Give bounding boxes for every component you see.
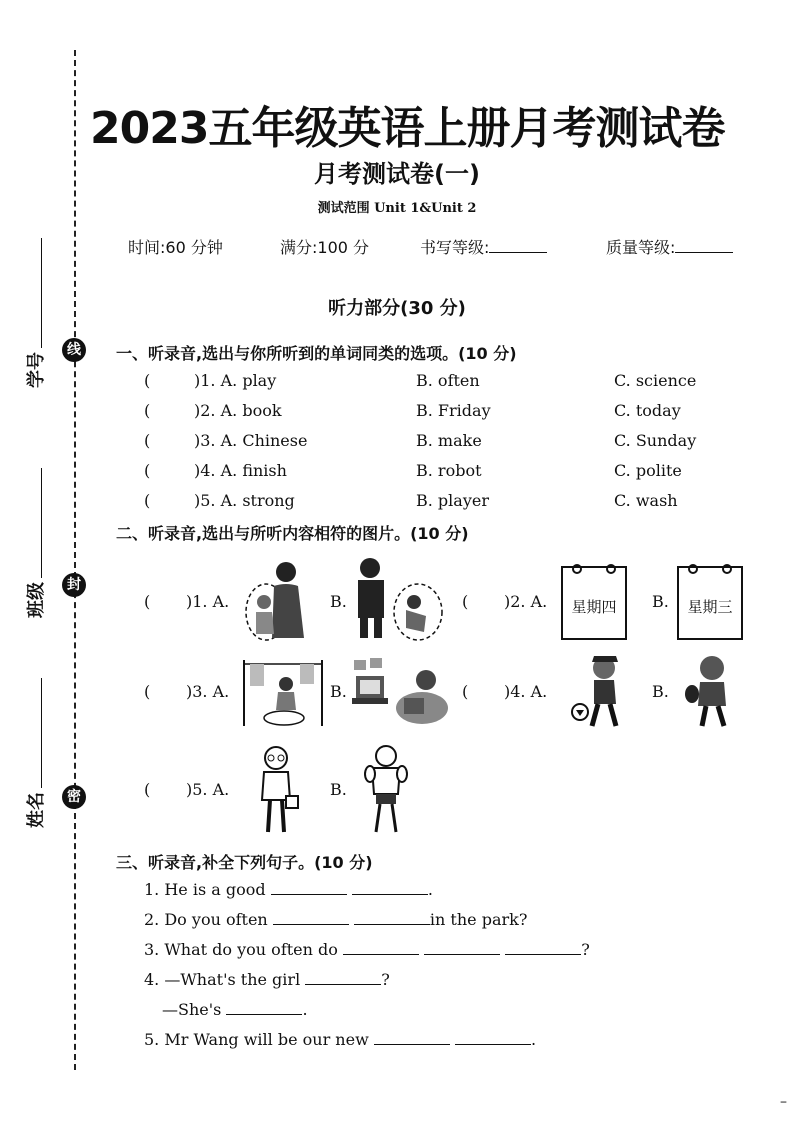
student-number-label: 学号 [26,352,47,388]
section2-title: 二、听录音,选出与所听内容相符的图片。(10 分) [116,524,469,543]
s1-q3-option-b: B. make [416,431,482,450]
s1-q4-option-a: )4. A. finish [194,461,287,480]
listening-part-title: 听力部分(30 分) [328,298,466,319]
answer-blank[interactable] [305,970,381,985]
s2-q5-label[interactable] [144,780,229,799]
mother-and-girl-picture[interactable] [244,556,314,642]
seal-secret-mark: 密 [62,785,86,809]
s1-q2-option-c: C. today [614,401,681,420]
s3-sentence-4-answer [162,1000,308,1019]
s1-q1-a[interactable] [144,371,276,390]
page-subtitle: 月考测试卷(一) [314,160,480,188]
s1-q4-option-c: C. polite [614,461,682,480]
s1-q2-a[interactable] [144,401,282,420]
answer-blank[interactable] [343,940,419,955]
page-corner-mark: – [780,1094,787,1110]
answer-paren[interactable]: ( [462,682,469,701]
s1-q4-option-b: B. robot [416,461,482,480]
answer-paren[interactable]: ( [144,592,151,611]
boy-watching-tv-picture[interactable] [352,656,452,728]
answer-paren[interactable]: ( [144,431,151,450]
s3-sentence-2-text: 2. Do you often [144,910,268,929]
answer-paren[interactable]: ( [462,592,469,611]
s3-sentence-4 [144,970,390,989]
answer-blank[interactable] [374,1030,450,1045]
s3-sentence-4b-end: . [302,1000,308,1019]
s3-sentence-4-text: 4. —What's the girl [144,970,301,989]
man-with-glasses-picture[interactable] [250,744,304,836]
boy-playing-ping-pong-picture[interactable] [684,652,736,730]
answer-paren[interactable]: ( [144,780,151,799]
s2-q2-option-b-label: B. [652,592,669,611]
seal-seal-mark: 封 [62,573,86,597]
quality-grade-blank[interactable] [675,252,733,253]
s2-q2-label[interactable] [462,592,547,611]
s1-q5-option-b: B. player [416,491,489,510]
s3-sentence-5-end: . [530,1030,537,1049]
s3-sentence-5 [144,1030,536,1049]
s3-sentence-1 [144,880,433,899]
answer-blank[interactable] [352,880,428,895]
s2-q4-label[interactable] [462,682,547,701]
answer-blank[interactable] [273,910,349,925]
calendar-wednesday-text: 星期三 [687,598,733,616]
answer-paren[interactable]: ( [144,461,151,480]
quality-grade-label: 质量等级: [606,238,676,257]
s1-q5-a[interactable] [144,491,295,510]
s1-q2-option-b: B. Friday [416,401,491,420]
test-range: 测试范围 Unit 1&Unit 2 [317,201,477,216]
s1-q5-option-a: )5. A. strong [194,491,295,510]
s2-q1-option-a-label: )1. A. [186,592,230,611]
answer-blank[interactable] [354,910,430,925]
s3-sentence-2 [144,910,527,929]
s3-sentence-4-end: ? [381,970,390,989]
s1-q3-a[interactable] [144,431,307,450]
s3-sentence-4b-text: —She's [162,1000,222,1019]
section3-title: 三、听录音,补全下列句子。(10 分) [116,853,373,872]
s2-q5-option-b-label: B. [330,780,347,799]
answer-blank[interactable] [271,880,347,895]
s1-q5-option-c: C. wash [614,491,678,510]
answer-blank[interactable] [505,940,581,955]
s1-q1-option-b: B. often [416,371,480,390]
s2-q4-option-b-label: B. [652,682,669,701]
answer-paren[interactable]: ( [144,491,151,510]
answer-paren[interactable]: ( [144,401,151,420]
exam-time: 时间:60 分钟 [128,238,223,257]
boy-playing-football-picture[interactable] [570,652,630,730]
s1-q4-a[interactable] [144,461,287,480]
s3-sentence-1-text: 1. He is a good [144,880,266,899]
s1-q1-option-c: C. science [614,371,697,390]
s3-sentence-1-end: . [427,880,433,899]
writing-grade-blank[interactable] [489,252,547,253]
girl-washing-clothes-picture[interactable] [242,654,324,728]
s2-q1-label[interactable] [144,592,229,611]
quality-grade [606,235,733,258]
class-label: 班级 [26,582,47,618]
calendar-thursday-picture[interactable] [561,566,627,640]
answer-blank[interactable] [226,1000,302,1015]
father-and-boy-picture[interactable] [354,556,444,642]
s3-sentence-5-text: 5. Mr Wang will be our new [144,1030,369,1049]
answer-paren[interactable]: ( [144,371,151,390]
strong-man-picture[interactable] [364,744,408,836]
exam-score: 满分:100 分 [280,238,370,257]
calendar-rings-icon [563,562,625,576]
calendar-wednesday-picture[interactable] [677,566,743,640]
s2-q3-option-b-label: B. [330,682,347,701]
name-label: 姓名 [26,792,47,828]
calendar-rings-icon [679,562,741,576]
s2-q3-label[interactable] [144,682,229,701]
student-number-line[interactable] [41,238,42,348]
s2-q5-option-a-label: )5. A. [186,780,230,799]
s1-q1-option-a: )1. A. play [194,371,277,390]
answer-blank[interactable] [455,1030,531,1045]
name-line[interactable] [41,678,42,788]
s2-q1-option-b-label: B. [330,592,347,611]
s3-sentence-3-text: 3. What do you often do [144,940,338,959]
answer-paren[interactable]: ( [144,682,151,701]
answer-blank[interactable] [424,940,500,955]
s1-q2-option-a: )2. A. book [194,401,282,420]
s2-q3-option-a-label: )3. A. [186,682,230,701]
name-field[interactable] [22,678,48,828]
s1-q3-option-a: )3. A. Chinese [194,431,308,450]
seal-line-mark: 线 [62,338,86,362]
page-title: 2023五年级英语上册月考测试卷 [90,103,725,154]
s3-sentence-3-end: ? [581,940,590,959]
class-line[interactable] [41,468,42,578]
writing-grade [420,235,547,258]
s2-q4-option-a-label: )4. A. [504,682,548,701]
s2-q2-option-a-label: )2. A. [504,592,548,611]
section1-title: 一、听录音,选出与你所听到的单词同类的选项。(10 分) [116,344,517,363]
writing-grade-label: 书写等级: [420,238,490,257]
class-field[interactable] [22,468,48,618]
s3-sentence-3 [144,940,590,959]
calendar-thursday-text: 星期四 [571,598,617,616]
s3-sentence-2-mid: in the park? [429,910,528,929]
s1-q3-option-c: C. Sunday [614,431,697,450]
